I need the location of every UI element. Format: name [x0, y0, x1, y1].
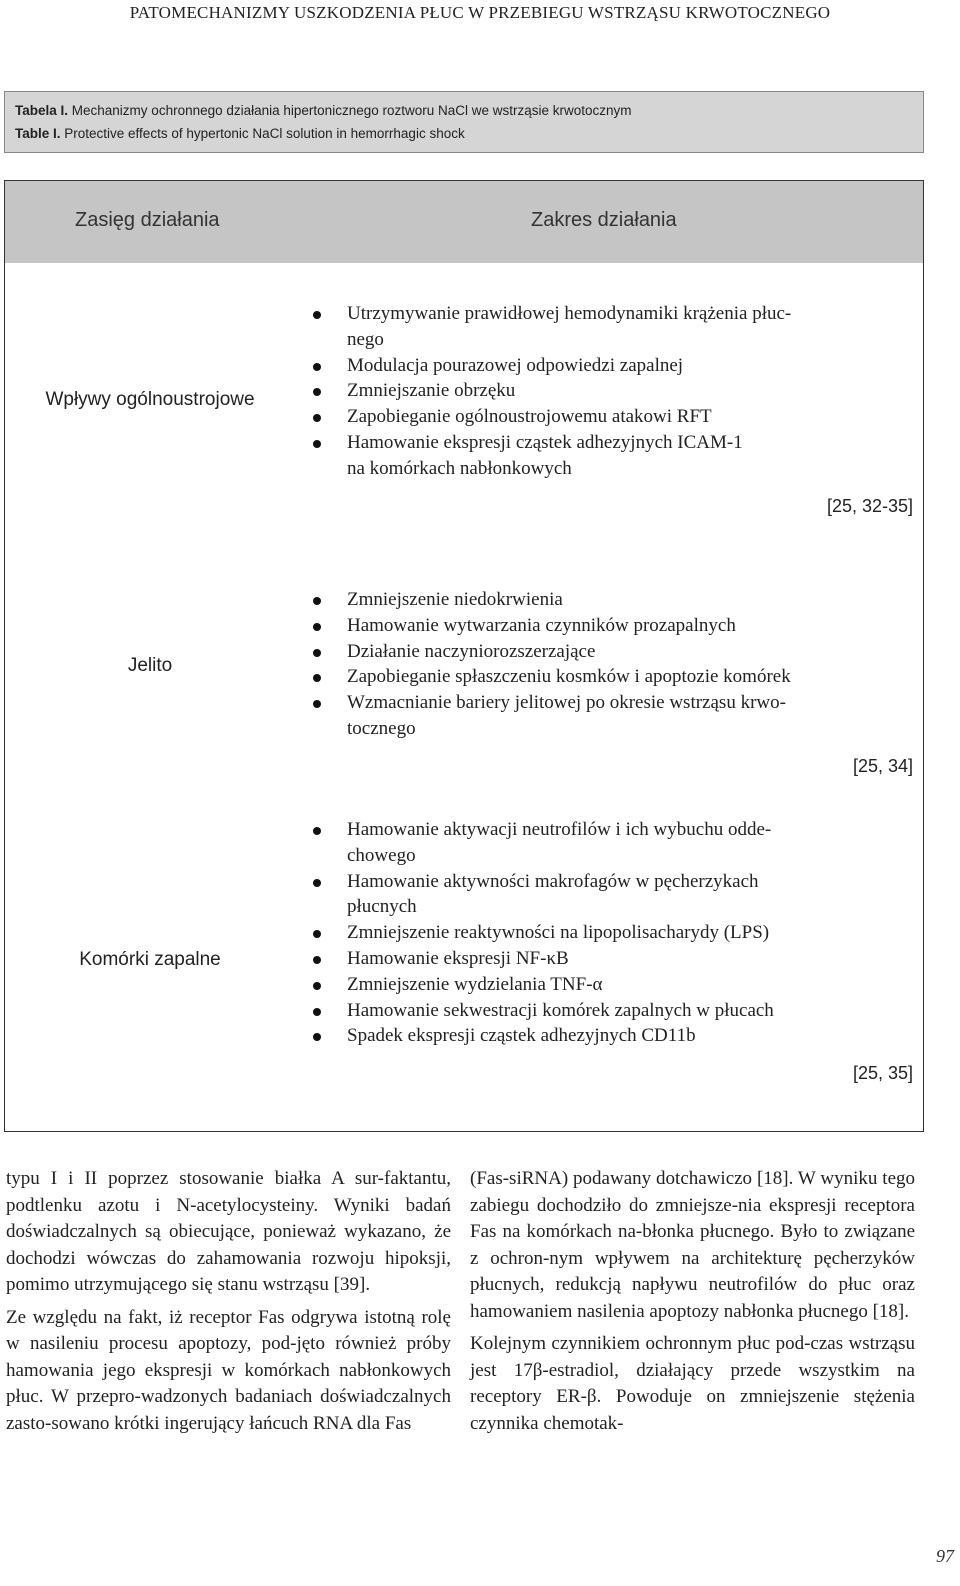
item-text: Hamowanie wytwarzania czynników prozapalnych: [347, 614, 736, 636]
item-text: Hamowanie ekspresji cząstek adhezyjnych ICAM-1 na komórkach nabłonkowych: [347, 431, 743, 479]
bullet-icon: [313, 414, 321, 422]
list-item: [311, 972, 917, 998]
list-item: [311, 946, 917, 972]
list-item: [311, 301, 917, 353]
running-head: PATOMECHANIZMY USZKODZENIA PŁUC W PRZEBIEGU WSTRZĄSU KRWOTOCZNEGO: [129, 3, 831, 22]
item-text: Wzmacnianie bariery jelitowej po okresie wstrząsu krwo- tocznego: [347, 692, 786, 739]
item-text: Zmniejszenie reaktywności na lipopolisacharydy (LPS): [347, 922, 770, 944]
item-text: Spadek ekspresji cząstek adhezyjnych CD11b: [347, 1025, 696, 1047]
row-label: Jelito: [127, 655, 173, 676]
bullet-icon: [313, 388, 321, 396]
list-item: [311, 587, 917, 613]
item-text: Hamowanie aktywności makrofagów w pęcherzykach płucnych: [347, 870, 759, 918]
list-item: [311, 664, 917, 690]
bullet-icon: [313, 649, 321, 657]
table-header: [5, 181, 923, 263]
bullet-icon: [313, 982, 321, 990]
caption-pl-text: Mechanizmy ochronnego działania hipertonicznego roztworu NaCl we wstrząsie krwotocznym: [68, 103, 632, 118]
bullet-icon: [313, 930, 321, 938]
reference: [25, 35]: [852, 1063, 913, 1084]
body-column-right: [470, 1166, 915, 1443]
item-text: Działanie naczyniorozszerzające: [347, 640, 596, 662]
list-item: [311, 920, 917, 946]
paragraph: typu I i II poprzez stosowanie białka A sur-faktantu, podtlenku azotu i N-acetylocysteiny. Wyniki badań doświadczalnych są obiecujące, ponieważ wykazano, że dochodzi wówczas do zahamowania rozwoju hipoksji, pomimo utrzymującego się stanu wstrząsu [39].: [6, 1168, 451, 1295]
item-text: Zmniejszenie niedokrwienia: [347, 589, 563, 610]
list-item: [311, 353, 917, 379]
item-text: Zapobieganie ogólnoustrojowemu atakowi RFT: [347, 406, 712, 428]
list-item: [311, 430, 917, 482]
bullet-icon: [313, 597, 321, 605]
paragraph: (Fas-siRNA) podawany dotchawiczo [18]. W wyniku tego zabiegu dochodziło do zmniejsze-nia ekspresji receptora Fas na komórkach na-błonka płucnego. Było to związane z ochron-nym wpływem na architekturę pęcherzyków płucnych, redukcją napływu neutrofilów do płuc oraz hamowaniem nasilenia apoptozy nabłonka płucnego [18].: [470, 1168, 915, 1322]
item-text: Zmniejszenie wydzielania TNF-α: [347, 973, 603, 995]
bullet-list: [311, 301, 917, 482]
row-label: Wpływy ogólnoustrojowe: [45, 389, 255, 410]
bullet-icon: [313, 1033, 321, 1041]
list-item: [311, 998, 917, 1024]
paragraph: Ze względu na fakt, iż receptor Fas odgrywa istotną rolę w nasileniu procesu apoptozy, pod-jęto również próby hamowania jego ekspresji w komórkach nabłonkowych płuc. W przepro-wadzonych badaniach doświadczalnych zasto-sowano krótki ingerujący łańcuch RNA dla Fas: [6, 1306, 451, 1434]
bullet-icon: [313, 700, 321, 708]
table-caption: [4, 91, 924, 153]
list-item: [311, 690, 917, 742]
bullet-icon: [313, 623, 321, 631]
list-item: [311, 869, 917, 921]
bullet-icon: [313, 363, 321, 371]
bullet-list: [311, 587, 917, 742]
item-text: Modulacja pourazowej odpowiedzi zapalnej: [347, 354, 684, 376]
reference: [25, 32-35]: [826, 495, 913, 516]
bullet-icon: [313, 879, 321, 887]
header-range: Zakres działania: [531, 209, 677, 231]
header-scope: Zasięg działania: [75, 209, 220, 231]
reference: [25, 34]: [852, 755, 913, 776]
item-text: Hamowanie aktywacji neutrofilów i ich wybuchu odde- chowego: [347, 819, 772, 866]
bullet-icon: [313, 311, 321, 319]
caption-pl: [15, 99, 913, 122]
row-content: [311, 587, 917, 777]
item-text: Zmniejszanie obrzęku: [347, 380, 516, 402]
list-item: [311, 613, 917, 639]
body-column-left: [6, 1166, 451, 1443]
list-item: [311, 639, 917, 665]
row-label: Komórki zapalne: [79, 949, 221, 970]
caption-en-label: Table I.: [15, 126, 61, 141]
row-content: [311, 301, 917, 517]
bullet-icon: [313, 827, 321, 835]
paragraph: Kolejnym czynnikiem ochronnym płuc pod-czas wstrząsu jest 17β-estradiol, działający przede wszystkim na receptory ER-β. Powoduje on zmniejszenie stężenia czynnika chemotak-: [470, 1333, 915, 1434]
item-text: Hamowanie ekspresji NF-κB: [347, 947, 569, 969]
caption-en-text: Protective effects of hypertonic NaCl solution in hemorrhagic shock: [60, 126, 465, 141]
mechanisms-table: [4, 180, 924, 1132]
bullet-icon: [313, 1008, 321, 1016]
caption-pl-label: Tabela I.: [15, 103, 69, 118]
caption-en: [15, 122, 913, 145]
bullet-icon: [313, 440, 321, 448]
bullet-list: [311, 817, 917, 1049]
item-text: Hamowanie sekwestracji komórek zapalnych w płucach: [347, 999, 774, 1021]
page-number: 97: [936, 1546, 954, 1566]
item-text: Utrzymywanie prawidłowej hemodynamiki krążenia płuc- nego: [347, 303, 792, 350]
list-item: [311, 378, 917, 404]
list-item: [311, 817, 917, 869]
bullet-icon: [313, 956, 321, 964]
row-content: [311, 817, 917, 1084]
item-text: Zapobieganie spłaszczeniu kosmków i apoptozie komórek: [347, 666, 791, 688]
bullet-icon: [313, 674, 321, 682]
list-item: [311, 1023, 917, 1049]
list-item: [311, 404, 917, 430]
